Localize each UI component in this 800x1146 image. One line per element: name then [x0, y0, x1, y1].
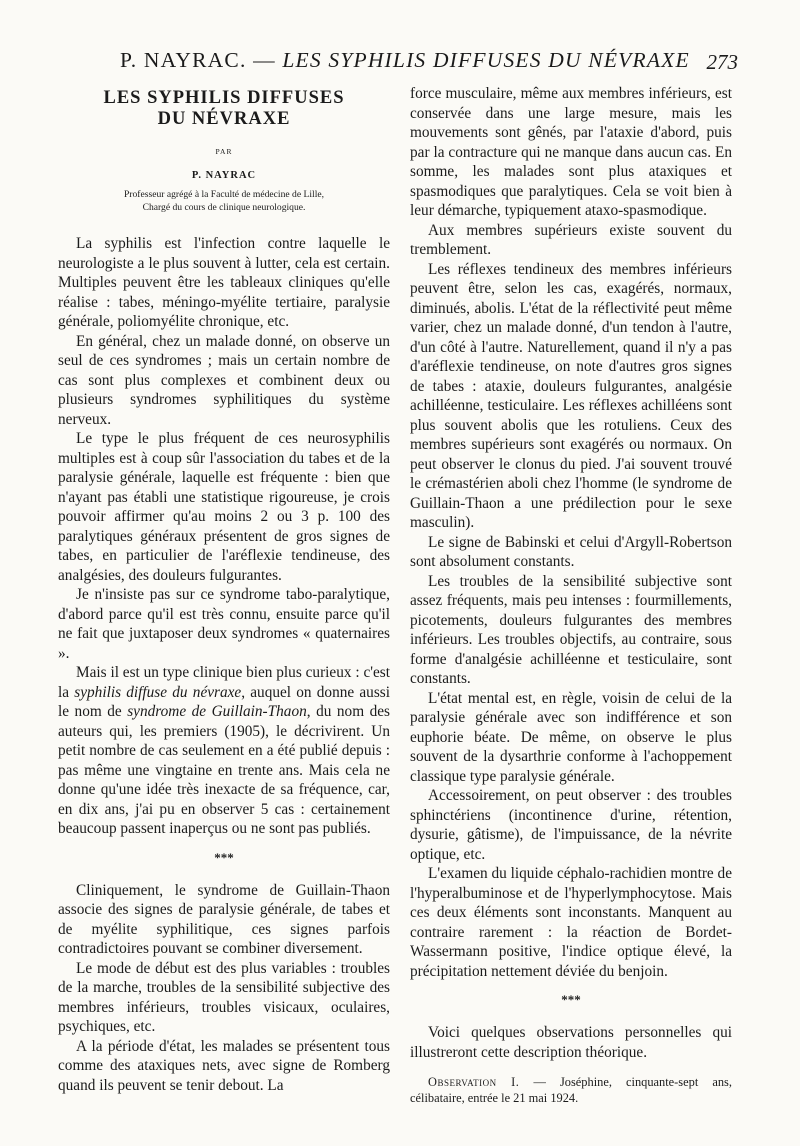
byline-par: PAR	[215, 147, 233, 156]
running-head-author: P. NAYRAC.	[120, 48, 247, 72]
left-column	[58, 84, 390, 1095]
paragraph: Cliniquement, le syndrome de Guillain-Thaon associe des signes de paralysie générale, de tabes et de myélite syphilitique, ces signes parfois contradictoires pouvant se combiner diversement.	[58, 881, 390, 957]
page-number: 273	[706, 50, 738, 74]
running-head-title	[120, 48, 690, 73]
paragraph: La syphilis est l'infection contre laquelle le neurologiste a le plus souvent à lutter, cela est certain. Multiples peuvent être les tableaux cliniques qu'elle réalise : tabes, méningo-myélite tertiaire, paralysie générale, poliomyélite chronique, etc.	[58, 235, 390, 330]
paragraph: Le signe de Babinski et celui d'Argyll-Robertson sont absolument constants.	[410, 533, 732, 570]
paragraph: Accessoirement, on peut observer : des troubles sphinctériens (incontinence d'urine, rétention, dysurie, gâtisme), de l'impuissance, de la névrite optique, etc.	[410, 787, 732, 863]
section-separator-asterism	[58, 851, 390, 865]
paragraph: Voici quelques observations personnelles qui illustreront cette description théorique.	[410, 1024, 732, 1061]
italic-term: syphilis diffuse du névraxe	[74, 683, 242, 701]
asterism-text: ***	[561, 992, 581, 1007]
running-head-separator: —	[253, 48, 276, 72]
affiliation-line2: Chargé du cours de clinique neurologique.	[142, 202, 306, 213]
paragraph: force musculaire, même aux membres inférieurs, est conservée dans une large mesure, mais les mouvements sont gênés, par l'ataxie d'abord, puis par la contracture qui ne manque dans aucun cas. En somme, les malades sont plus ataxiques et spasmodiques que paralytiques. Cela se voit bien à leur démarche, typiquement ataxo-spasmodique.	[410, 85, 732, 219]
paragraph: En général, chez un malade donné, on observe un seul de ces syndromes ; mais un certain nombre de cas sont plus complexes et combinent deux ou plusieurs syndromes syphilitiques du système nerveux.	[58, 332, 390, 428]
italic-term: syndrome de Guillain-Thaon	[127, 703, 307, 720]
observation-heading	[410, 1074, 732, 1106]
running-head-article-title: LES SYPHILIS DIFFUSES DU NÉVRAXE	[282, 48, 690, 72]
paragraph	[58, 663, 390, 839]
paragraph: Le mode de début est des plus variables : troubles de la marche, troubles de la sensibilité subjective des membres inférieurs, troubles visicaux, oculaires, psychiques, etc.	[58, 959, 390, 1035]
paragraph: Les troubles de la sensibilité subjective sont assez fréquents, mais peu intenses : fourmillements, picotements, douleurs fulgurantes des membres inférieurs. Les troubles objectifs, au contraire, sous forme d'analgésie achilléenne et testiculaire, sont constants.	[410, 572, 732, 687]
observation-label: Observation I.	[428, 1075, 520, 1089]
paragraph: Les réflexes tendineux des membres inférieurs peuvent être, selon les cas, exagérés, normaux, diminués, abolis. L'état de la réflectivité peut même varier, chez un malade donné, d'un tendon à l'autre, d'un côté à l'autre. Naturellement, quand il n'y a pas d'aréflexie tendineuse, on note d'autres gros signes de tabes : ataxie, douleurs fulgurantes, analgésie achilléenne, testiculaire. Les réflexes achilléens sont plus souvent abolis que les rotuliens. Ceux des membres supérieurs sont exagérés ou normaux. On peut observer le clonus du pied. J'ai souvent trouvé le crémastérien aboli chez l'homme (le syndrome de Guillain-Thaon a une prédilection pour le sexe masculin).	[410, 260, 732, 531]
observation-text: — Joséphine, cinquante-sept ans, célibataire, entrée le 21 mai 1924.	[410, 1075, 732, 1105]
affiliation-line1: Professeur agrégé à la Faculté de médecine de Lille,	[123, 189, 325, 200]
paragraph: L'examen du liquide céphalo-rachidien montre de l'hyperalbuminose et de l'hyperlymphocytose. Mais ces deux éléments sont inconstants. Manquent au contraire rarement : la réaction de Bordet-Wassermann positive, l'indice optique élevé, la précipitation nettement déviée du benjoin.	[410, 865, 732, 980]
running-head	[90, 48, 738, 78]
author-affiliation	[58, 188, 390, 214]
article-title-line2: DU NÉVRAXE	[157, 109, 291, 129]
right-column	[410, 84, 732, 1106]
paragraph: Aux membres supérieurs existe souvent du tremblement.	[410, 221, 732, 258]
paragraph: A la période d'état, les malades se présentent tous comme des ataxiques nets, avec signe de Romberg quand ils peuvent se tenir debout. La	[58, 1037, 390, 1094]
text-run: , du nom des auteurs qui, les premiers (1905), le décrivirent. Un petit nombre de cas seulement en a été publié depuis : pas même une vingtaine en trente ans. Mais cela ne donne qu'une idée très inexacte de sa fréquence, car, en dix ans, j'ai pu en observer 5 cas : certainement beaucoup passent inaperçus ou ne sont pas publiés.	[58, 703, 390, 837]
asterism-text: ***	[214, 849, 234, 865]
article-title-line1: LES SYPHILIS DIFFUSES	[103, 88, 345, 108]
paragraph: Le type le plus fréquent de ces neurosyphilis multiples est à coup sûr l'association du tabes et de la paralysie générale, laquelle est fréquente : bien que n'ayant pas établi une statistique rigoureuse, je crois pouvoir affirmer qu'au moins 2 ou 3 p. 100 des paralytiques généraux présentent de gros signes de tabes, en particulier de l'aréflexie tendineuse, des analgésies, des douleurs fulgurantes.	[58, 430, 390, 584]
section-separator-asterism	[410, 993, 732, 1007]
article-author: P. NAYRAC	[191, 169, 257, 181]
paragraph: Je n'insiste pas sur ce syndrome tabo-paralytique, d'abord parce qu'il est très connu, ensuite parce qu'il ne fait que juxtaposer deux syndromes « quaternaires ».	[58, 586, 390, 662]
text-run: , auquel on donne aussi le nom de	[58, 683, 390, 720]
paragraph: L'état mental est, en règle, voisin de celui de la paralysie générale avec son indifférence et son euphorie béate. De même, on observe le plus souvent de la dysarthrie conforme à l'achoppement classique type paralysie générale.	[410, 689, 732, 785]
article-title	[58, 88, 390, 130]
text-run: Mais il est un type clinique bien plus curieux : c'est la	[58, 664, 390, 701]
